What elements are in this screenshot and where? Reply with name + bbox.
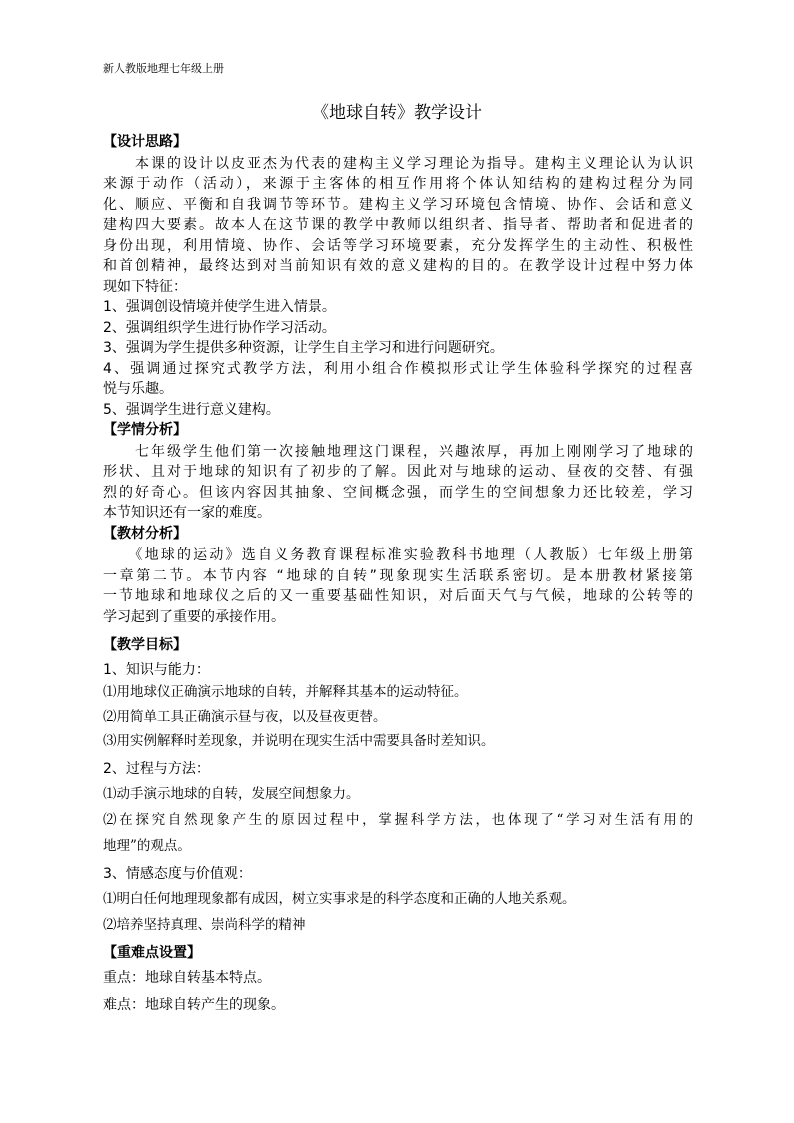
text-line: 现如下特征： (103, 278, 187, 295)
list-item: ⑴动手演示地球的自转，发展空间想象力。 (103, 785, 360, 802)
text-line: 一节地球和地球仪之后的又一重要基础性知识，对后面天气与气候，地球的公转等的 (103, 588, 693, 604)
list-item: ⑵用简单工具正确演示昼与夜，以及昼夜更替。 (103, 708, 387, 725)
list-item: 悦与乐趣。 (103, 381, 173, 397)
section-heading-keypoints: 【重难点设置】 (103, 944, 201, 961)
key-point: 重点：地球自转基本特点。 (103, 969, 271, 986)
document-body (103, 132, 693, 1019)
list-item: 3、强调为学生提供多种资源，让学生自主学习和进行问题研究。 (103, 340, 504, 356)
textbook-paragraph (103, 545, 693, 627)
text-line: 和首创精神，最终达到对当前知识有效的意义建构的目的。在教学设计过程中努力体 (103, 258, 693, 274)
text-line: 本课的设计以皮亚杰为代表的建构主义学习理论为指导。建构主义理论认为认识 (103, 155, 693, 172)
list-item: 2、强调组织学生进行协作学习活动。 (103, 319, 336, 336)
text-line: 《地球的运动》选自义务教育课程标准实验教科书地理（人教版）七年级上册第 (103, 547, 693, 563)
list-item: ⑴明白任何地理现象都有成因，树立实事求是的科学态度和正确的人地关系观。 (103, 890, 576, 907)
list-item: ⑵培养坚持真理、崇尚科学的精神 (103, 916, 306, 933)
text-line: 形状、且对于地球的知识有了初步的了解。因此对与地球的运动、昼夜的交替、有强 (103, 464, 693, 480)
subheading-knowledge: 1、知识与能力： (103, 661, 210, 678)
subheading-emotion: 3、情感态度与价值观： (103, 865, 252, 882)
text-line: 学习起到了重要的承接作用。 (103, 608, 285, 625)
text-line: 建构四大要素。故本人在这节课的教学中教师以组织者、指导者、帮助者和促进者的 (103, 217, 693, 233)
page-header: 新人教版地理七年级上册 (103, 62, 224, 75)
text-line: 化、顺应、平衡和自我调节等环节。建构主义学习环境包含情境、协作、会话和意义 (103, 196, 693, 213)
text-line: 一章第二节。本节内容 “地球的自转”现象现实生活联系密切。是本册教材紧接第 (103, 567, 693, 584)
document-title: 《地球自转》教学设计 (312, 103, 482, 123)
section-heading-design: 【设计思路】 (103, 134, 187, 150)
difficult-point: 难点：地球自转产生的现象。 (103, 996, 285, 1013)
list-item: 5、强调学生进行意义建构。 (103, 401, 280, 418)
list-item: 4、强调通过探究式教学方法，利用小组合作模拟形式让学生体验科学探究的过程喜 (103, 360, 693, 377)
design-paragraph (103, 154, 693, 421)
text-line: 本节知识还有一家的难度。 (103, 505, 271, 521)
text-line: 烈的好奇心。但该内容因其抽象、空间概念强，而学生的空间想象力还比较差，学习 (103, 484, 693, 501)
section-heading-students: 【学情分析】 (103, 422, 187, 438)
section-heading-textbook: 【教材分析】 (103, 525, 187, 542)
text-line: 来源于动作（活动），来源于主客体的相互作用将个体认知结构的建构过程分为同 (103, 176, 693, 192)
text-line: 七年级学生他们第一次接触地理这门课程，兴趣浓厚，再加上刚刚学习了地球的 (103, 443, 693, 460)
list-item: 地理”的观点。 (103, 837, 191, 854)
list-item: 1、强调创设情境并使学生进入情景。 (103, 299, 336, 315)
students-paragraph (103, 442, 693, 524)
subheading-process: 2、过程与方法： (103, 760, 210, 777)
list-item: ⑴用地球仪正确演示地球的自转，并解释其基本的运动特征。 (103, 684, 468, 700)
list-item: ⑶用实例解释时差现象，并说明在现实生活中需要具备时差知识。 (103, 733, 495, 749)
section-heading-goals: 【教学目标】 (103, 637, 187, 653)
text-line: 身份出现，利用情境、协作、会话等学习环境要素，充分发挥学生的主动性、积极性 (103, 237, 693, 254)
list-item: ⑵在探究自然现象产生的原因过程中，掌握科学方法，也体现了“学习对生活有用的 (103, 811, 693, 828)
